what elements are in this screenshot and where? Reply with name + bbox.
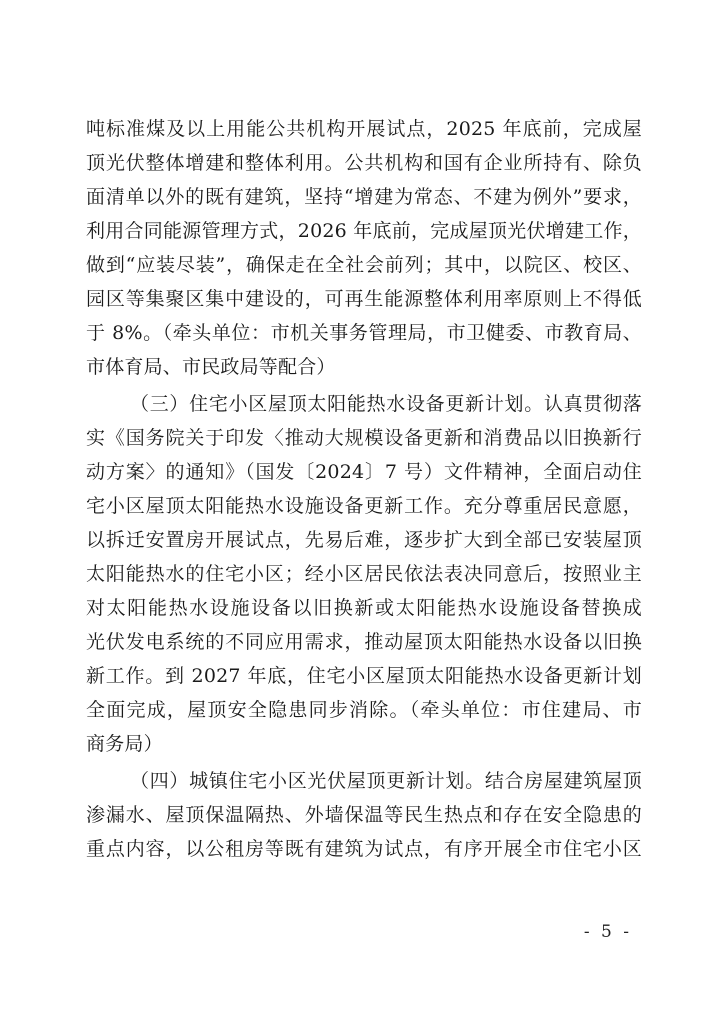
text-line: 园区等集聚区集中建设的，可再生能源整体利用率原则上不得低 <box>86 288 642 310</box>
text-line: 商务局） <box>86 733 163 755</box>
text-line: 动方案〉的通知》（国发〔2024〕7 号）文件精神，全面启动住 <box>86 461 642 483</box>
body-text <box>86 112 642 866</box>
text-line: 做到“应装尽装”，确保走在全社会前列；其中，以院区、校区、 <box>86 254 642 276</box>
text-line: 面清单以外的既有建筑，坚持“增建为常态、不建为例外”要求， <box>86 186 642 208</box>
text-line: 重点内容，以公租房等既有建筑为试点，有序开展全市住宅小区 <box>86 838 642 860</box>
text-line: 于 8%。（牵头单位：市机关事务管理局，市卫健委、市教育局、 <box>86 322 642 344</box>
text-line: 市体育局、市民政局等配合） <box>86 356 336 378</box>
section-heading-line: （三）住宅小区屋顶太阳能热水设备更新计划。认真贯彻落 <box>130 393 642 415</box>
text-line: 顶光伏整体增建和整体利用。公共机构和国有企业所持有、除负 <box>86 152 642 174</box>
text-line: 实《国务院关于印发〈推动大规模设备更新和消费品以旧换新行 <box>86 427 642 449</box>
paragraph-pv-roof-plan <box>86 764 642 866</box>
text-line: 宅小区屋顶太阳能热水设施设备更新工作。充分尊重居民意愿， <box>86 495 642 517</box>
text-line: 光伏发电系统的不同应用需求，推动屋顶太阳能热水设备以旧换 <box>86 631 642 653</box>
text-line: 渗漏水、屋顶保温隔热、外墙保温等民生热点和存在安全隐患的 <box>86 804 642 826</box>
section-heading-line: （四）城镇住宅小区光伏屋顶更新计划。结合房屋建筑屋顶 <box>130 770 642 792</box>
text-line: 全面完成，屋顶安全隐患同步消除。（牵头单位：市住建局、市 <box>86 699 642 721</box>
paragraph-solar-water-heater-plan <box>86 387 642 761</box>
text-line: 对太阳能热水设施设备以旧换新或太阳能热水设施设备替换成 <box>86 597 642 619</box>
text-line: 以拆迁安置房开展试点，先易后难，逐步扩大到全部已安装屋顶 <box>86 529 642 551</box>
paragraph-public-institutions <box>86 112 642 384</box>
page-number: - 5 - <box>583 922 632 942</box>
text-line: 太阳能热水的住宅小区；经小区居民依法表决同意后，按照业主 <box>86 563 642 585</box>
text-line: 利用合同能源管理方式，2026 年底前，完成屋顶光伏增建工作， <box>86 220 642 242</box>
text-line: 吨标准煤及以上用能公共机构开展试点，2025 年底前，完成屋 <box>86 118 642 140</box>
text-line: 新工作。到 2027 年底，住宅小区屋顶太阳能热水设备更新计划 <box>86 665 642 687</box>
